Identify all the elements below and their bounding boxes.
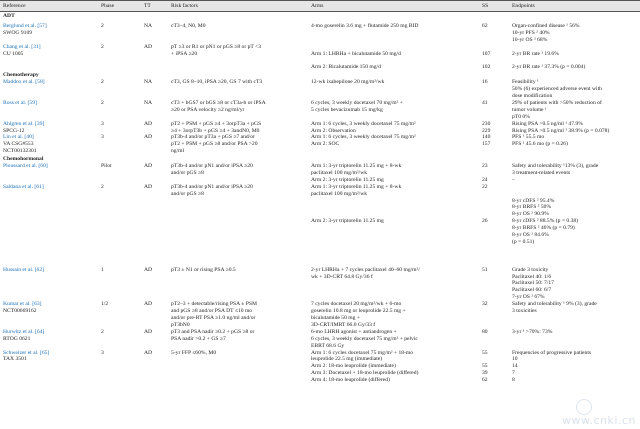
arms-cell xyxy=(308,79,479,100)
cell-line: Paclitaxel 50: 7/17 xyxy=(512,280,554,287)
cell-line xyxy=(482,356,506,363)
risk-factors-cell xyxy=(168,79,308,100)
arms-cell xyxy=(308,121,479,135)
cell-line xyxy=(482,246,506,253)
cell-line: 5 cycles bevacizumab 15 mg/kg xyxy=(311,106,383,113)
cell-line: Arm 1: LHRHa + bicalutamide 50 mg/d xyxy=(311,50,401,57)
phase-cell: 2 xyxy=(101,99,104,106)
cell-line: Arm 2: 3-yr triptorelin 11.25 mg xyxy=(311,218,384,225)
cell-line: 3 treatment-related events xyxy=(512,169,571,176)
cell-line[interactable]: Ross et al. [59] xyxy=(3,99,37,106)
reference-cell xyxy=(0,79,98,100)
section-row xyxy=(0,71,640,79)
phase-cell: 2 xyxy=(101,43,104,50)
cell-line: pT3bN0 xyxy=(171,321,190,328)
cell-line: pT3 and PSA nadir ≥0.2 + pGS ≥8 or xyxy=(171,328,255,335)
cell-line: pT2 + PSM + pGS ≥8 and/or PSA >20 xyxy=(171,141,258,148)
risk-factors-cell xyxy=(168,121,308,135)
reference-cell xyxy=(0,329,98,350)
arms-cell xyxy=(308,163,479,184)
endpoints-cell xyxy=(509,163,640,184)
cell-line[interactable]: Ploussard et al. [60] xyxy=(3,163,48,170)
cell-line: 8-yr BRFS ² 46% (p = 0.79) xyxy=(512,225,575,232)
cell-line: CU 1005 xyxy=(3,50,24,57)
table-row xyxy=(0,44,640,72)
phase-cell: 2 xyxy=(101,22,104,29)
ss-cell xyxy=(479,184,509,267)
ss-cell xyxy=(479,121,509,135)
cell-line: 62 xyxy=(482,22,488,29)
cell-line: pT2 + PSM + pGS ≥4 + 3orpT3a + pGS xyxy=(171,120,262,127)
cell-line: 10 xyxy=(512,356,518,363)
cell-line: 4-mo goserelin 3.6 mg + flutamide 250 mg BID xyxy=(311,22,419,29)
endpoints-cell xyxy=(509,79,640,100)
cell-line: pT3b-4 and/or pN1 and/or iPSA ≥20 xyxy=(171,183,253,190)
cell-line[interactable]: Hurwitz et al. [64] xyxy=(3,328,45,335)
cell-line: 8-yr OS ² 90.9% xyxy=(512,211,549,218)
ss-cell xyxy=(479,79,509,100)
risk-factors-cell xyxy=(168,163,308,184)
cell-line: Arm 4: 18-mo leuprolide (differed) xyxy=(311,377,390,384)
cell-line: 55 xyxy=(482,349,488,356)
cell-line: Arm 1: 3-yr triptorelin 11.25 mg + 8-wk xyxy=(311,163,402,170)
cell-line xyxy=(482,57,506,64)
cell-line: 41 xyxy=(482,99,488,106)
cell-line: 7-yr OS ² 67% xyxy=(512,294,545,301)
cell-line xyxy=(482,253,506,260)
cell-line: 157 xyxy=(482,141,491,148)
cell-line: 14 xyxy=(512,363,518,370)
cell-line xyxy=(512,191,637,198)
cell-line: 107 xyxy=(482,50,491,57)
cell-line: 24 xyxy=(482,176,488,183)
cell-line[interactable]: Kumar et al. [63] xyxy=(3,301,42,308)
tt-cell: AD xyxy=(144,328,153,335)
tt-cell: NA xyxy=(144,79,153,86)
cell-line: Feasibility ¹ xyxy=(512,79,539,86)
cell-line: ng/ml xyxy=(171,148,185,155)
cell-line: Frequencies of progressive patients xyxy=(512,349,592,356)
cell-line: pT ≥3 or R1 or pN1 or pGS ≥8 or pT <3 xyxy=(171,43,262,50)
cell-line: bicalutamide 50 mg + xyxy=(311,314,360,321)
cell-line: 230 xyxy=(482,120,491,127)
cell-line xyxy=(482,225,506,232)
reference-cell xyxy=(0,134,98,155)
cell-line: Rising PSA >0.5 ng/ml ¹ 47.9% xyxy=(512,120,583,127)
phase-cell: 2 xyxy=(101,79,104,86)
reference-cell xyxy=(0,20,98,44)
section-title: Chemotherapy xyxy=(3,72,39,79)
cell-line: ≥4 + 3orpT3b + pGS ≥4 + 3andN0, M0 xyxy=(171,127,260,134)
cell-line: cT3–4, N0, M0 xyxy=(171,22,206,29)
cell-line xyxy=(512,184,637,191)
risk-factors-cell xyxy=(168,134,308,155)
cell-line: VA CSG#553 xyxy=(3,141,34,148)
cell-line xyxy=(482,191,506,198)
ss-cell xyxy=(479,134,509,155)
tt-cell: AD xyxy=(144,301,153,308)
header-reference: Reference xyxy=(0,1,98,12)
cell-line: paclitaxel 100 mg/m²/wk xyxy=(311,169,368,176)
cell-line xyxy=(311,232,476,239)
reference-cell xyxy=(0,184,98,267)
cell-line: Arm 2: 3-yr triptorelin 11.25 mg xyxy=(311,176,384,183)
cell-line: Arm 2: 18-mo leuprolide (immediate) xyxy=(311,363,396,370)
cell-line: SWOG 9109 xyxy=(3,29,33,36)
cell-line: 10-yr OS ² 68% xyxy=(512,36,548,43)
cell-line xyxy=(482,170,506,177)
cell-line: Grade 3 toxicity xyxy=(512,266,549,273)
cell-line: Arm 1: 6 cycles docetaxel 75 mg/m² + 18-mo xyxy=(311,349,414,356)
cell-line: 2-yr BR rate ¹ 37.3% (p = 0.004) xyxy=(512,64,586,71)
arms-cell xyxy=(308,100,479,121)
cell-line xyxy=(482,204,506,211)
table-row xyxy=(0,301,640,329)
cell-line: Paclitaxel 60: 6/7 xyxy=(512,287,552,294)
cell-line xyxy=(311,198,476,205)
tt-cell: AD xyxy=(144,120,153,127)
watermark-logo xyxy=(576,399,592,415)
cell-line: Arm 2: Observation xyxy=(311,127,356,134)
cell-line: PFS ¹ 55.5 mo xyxy=(512,134,545,141)
watermark-text: www.cnki.cn xyxy=(562,414,636,427)
cell-line[interactable]: Schweizer et al. [65] xyxy=(3,349,50,356)
cell-line[interactable]: Maddox et al. [58] xyxy=(3,79,45,86)
cell-line xyxy=(482,260,506,267)
endpoints-cell xyxy=(509,100,640,121)
tt-cell: NA xyxy=(144,22,153,29)
reference-cell xyxy=(0,267,98,302)
cell-line: ≥20 or PSA velocity ≥2 ng/ml/yr xyxy=(171,106,245,113)
cell-line xyxy=(311,260,476,267)
header-arms: Arms xyxy=(308,1,479,12)
cell-line xyxy=(311,225,476,232)
endpoints-cell xyxy=(509,44,640,72)
risk-factors-cell xyxy=(168,329,308,350)
endpoints-cell xyxy=(509,184,640,267)
table-header xyxy=(0,1,640,12)
risk-factors-cell xyxy=(168,44,308,72)
cell-line: 8-yr BRFS ² 50% xyxy=(512,204,552,211)
cell-line: tumor volume ¹ xyxy=(512,106,547,113)
tt-cell: AD xyxy=(144,43,153,50)
cell-line: and/or pGS ≥8 xyxy=(171,169,204,176)
table-row xyxy=(0,20,640,44)
tt-cell: AD xyxy=(144,266,153,273)
cell-line: Arm 1: 6 cycles, 3 weekly docetaxel 75 mg/m² xyxy=(311,134,416,141)
cell-line: 55 xyxy=(482,363,488,370)
section-title: Chemohormonal xyxy=(3,156,44,163)
risk-factors-cell xyxy=(168,267,308,302)
cell-line: 2-yr LHRHa + 7 cycles paclitaxel 40–60 mg/m²/ xyxy=(311,266,420,273)
cell-line: (p = 0.51) xyxy=(512,239,535,245)
header-risk-factors: Risk factors xyxy=(168,1,308,12)
cell-line: 3 toxicities xyxy=(512,308,537,315)
cell-line: Safety and tolerability ¹ 9% (3), grade xyxy=(512,301,597,308)
phase-cell: 1 xyxy=(101,266,104,273)
ss-cell xyxy=(479,350,509,385)
cell-line: – xyxy=(512,176,515,183)
phase-cell: 3 xyxy=(101,349,104,356)
risk-factors-cell xyxy=(168,184,308,267)
ss-cell xyxy=(479,301,509,329)
endpoints-cell xyxy=(509,301,640,329)
cell-line: 102 xyxy=(482,64,491,71)
cell-line: NCT00669162 xyxy=(3,308,37,315)
cell-line: paclitaxel 100 mg/m²/wk xyxy=(311,190,368,197)
phase-cell: Pilot xyxy=(101,163,112,170)
cell-line: 23 xyxy=(482,163,488,170)
cell-line: 39 xyxy=(482,370,488,377)
cell-line: dose modification xyxy=(512,92,553,99)
reference-cell xyxy=(0,301,98,329)
cell-line: cT3, GS 8–10, iPSA ≥20, GS 7 with cT3 xyxy=(171,79,263,86)
cell-line: 8-yr cDFS ² 88.5% (p = 0.38) xyxy=(512,218,579,225)
header-endpoints: Endpoints xyxy=(509,1,640,12)
cell-line: 229 xyxy=(482,127,491,134)
cell-line: 10-yr PFS ² 40% xyxy=(512,29,550,36)
endpoints-cell xyxy=(509,267,640,302)
cell-line: RTOG 0621 xyxy=(3,335,31,342)
reference-cell xyxy=(0,100,98,121)
ss-cell xyxy=(479,329,509,350)
endpoints-cell xyxy=(509,20,640,44)
header-ss: SS xyxy=(479,1,509,12)
cell-line: NCT00132301 xyxy=(3,148,37,155)
arms-cell xyxy=(308,267,479,302)
cell-line xyxy=(311,211,476,218)
cell-line: 7 cycles docetaxel 20 mg/m²/wk + 6-mo xyxy=(311,301,402,308)
cell-line xyxy=(311,239,476,246)
cell-line: Paclitaxel 40: 1/6 xyxy=(512,273,552,280)
cell-line: EBRT 68.6 Gy xyxy=(311,342,345,349)
cell-line: 6 cycles, 3 weekly docetaxel 75 mg/m² + pelvic xyxy=(311,335,418,342)
cell-line[interactable]: Chang et al. [31] xyxy=(3,43,41,50)
cell-line xyxy=(482,232,506,239)
cell-line[interactable]: Ahlgren et al. [39] xyxy=(3,120,45,127)
section-title: ADT xyxy=(3,13,15,19)
table-row xyxy=(0,350,640,385)
cell-line: TAX 3501 xyxy=(3,356,27,363)
cell-line xyxy=(482,239,506,246)
table-row xyxy=(0,134,640,155)
cell-line: 62 xyxy=(482,377,488,384)
cell-line: 29% of patients with >50% reduction of xyxy=(512,99,602,106)
cell-line: 3D-CRT/IMRT 66.0 Gy/33 f xyxy=(311,321,376,328)
cell-line: 56% (6) experienced adverse event with xyxy=(512,86,602,93)
table-body xyxy=(0,12,640,385)
cell-line: pT2–3 + detectable/rising PSA ± PSM xyxy=(171,301,257,308)
cell-line: 5-yr FFP ≤60%, M0 xyxy=(171,349,217,356)
cell-line: pT3b-4 and/or pN1 and/or iPSA ≥20 xyxy=(171,163,253,170)
cell-line: Organ-confined disease ¹ 56% xyxy=(512,22,580,29)
arms-cell xyxy=(308,350,479,385)
reference-cell xyxy=(0,121,98,135)
cell-line: 8-yr cDFS ² 95.4% xyxy=(512,197,555,204)
risk-factors-cell xyxy=(168,301,308,329)
risk-factors-cell xyxy=(168,100,308,121)
cell-line: 7 xyxy=(512,370,515,377)
cell-line: leuprolide 22.5 mg (immediate) xyxy=(311,356,383,363)
cell-line: Arm 1: 3-yr triptorelin 11.25 mg + 8-wk xyxy=(311,183,402,190)
cell-line: 51 xyxy=(482,266,488,273)
cell-line: 22 xyxy=(482,183,488,190)
cell-line[interactable]: Lin et al. [40] xyxy=(3,134,34,141)
arms-cell xyxy=(308,301,479,329)
cell-line[interactable]: Hussain et al. [62] xyxy=(3,266,45,273)
reference-cell xyxy=(0,44,98,72)
cell-line: PSA nadir >0.2 + GS ≥7 xyxy=(171,335,226,342)
cell-line: 2-yr BR rate ¹ 19.6% xyxy=(512,50,559,57)
cell-line: 6 cycles, 3 weekly docetaxel 70 mg/m² + xyxy=(311,99,403,106)
cell-line: 6-mo LHRH agonist + antiandrogen + xyxy=(311,328,397,335)
table-row xyxy=(0,79,640,100)
cell-line: cT3 + bGS7 or bGS ≥8 or cT3a-b or iPSA xyxy=(171,99,266,106)
cell-line: 8-yr OS ² 84.6% xyxy=(512,232,549,239)
reference-cell xyxy=(0,163,98,184)
cell-line xyxy=(311,246,476,253)
endpoints-cell xyxy=(509,350,640,385)
phase-cell: 1/2 xyxy=(101,301,109,308)
cell-line: and/or pre-RT PSA ≥1.0 ng/ml and/or xyxy=(171,314,256,321)
endpoints-cell xyxy=(509,329,640,350)
tt-cell: AD xyxy=(144,349,153,356)
arms-cell xyxy=(308,329,479,350)
cell-line: pT3b-4 and/or pT3a + pGS ≥7 and/or xyxy=(171,134,255,141)
table-row xyxy=(0,163,640,184)
arms-cell xyxy=(308,184,479,267)
table-row xyxy=(0,121,640,135)
cell-line: 3-yr ¹ >70%: 73% xyxy=(512,328,553,335)
phase-cell: 2 xyxy=(101,183,104,190)
tt-cell: AD xyxy=(144,134,153,141)
cell-line: pT0 0% xyxy=(512,113,530,120)
risk-factors-cell xyxy=(168,20,308,44)
tt-cell: AD xyxy=(144,183,153,190)
cell-line: pT3 ± N1 or rising PSA ≥0.5 xyxy=(171,266,236,273)
cell-line: Arm 2: SOC xyxy=(311,141,340,148)
tt-cell: AD xyxy=(144,163,153,170)
cell-line: 140 xyxy=(482,134,491,141)
cell-line xyxy=(311,253,476,260)
cell-line xyxy=(311,57,476,64)
cell-line: Rising PSA >0.5 ng/ml ¹ 38.9% (p = 0.078) xyxy=(512,127,610,134)
section-row xyxy=(0,155,640,163)
cell-line: 8 xyxy=(512,377,515,384)
arms-cell xyxy=(308,20,479,44)
section-row xyxy=(0,12,640,20)
arms-cell xyxy=(308,44,479,72)
tt-cell: NA xyxy=(144,99,153,106)
endpoints-cell xyxy=(509,121,640,135)
cell-line[interactable]: Berglund et al. [57] xyxy=(3,22,47,29)
table-row xyxy=(0,267,640,302)
ss-cell xyxy=(479,267,509,302)
cell-line: 26 xyxy=(482,218,488,225)
table-row xyxy=(0,184,640,267)
cell-line: Safety and tolerability ¹13% (3), grade xyxy=(512,163,599,170)
cell-line: Arm 1: 6 cycles, 3 weekly docetaxel 75 mg/m² xyxy=(311,120,416,127)
cell-line xyxy=(311,204,476,211)
cell-line xyxy=(311,44,476,51)
risk-factors-cell xyxy=(168,350,308,385)
phase-cell: 2 xyxy=(101,328,104,335)
table-row xyxy=(0,100,640,121)
ss-cell xyxy=(479,100,509,121)
ss-cell xyxy=(479,20,509,44)
cell-line[interactable]: Saldana et al. [61] xyxy=(3,183,44,190)
arms-cell xyxy=(308,134,479,155)
cell-line xyxy=(512,44,637,51)
cell-line: and pGS ≥8 and/or PSA DT ≤10 mo xyxy=(171,308,253,315)
phase-cell: 3 xyxy=(101,134,104,141)
reference-cell xyxy=(0,350,98,385)
ss-cell xyxy=(479,44,509,72)
cell-line xyxy=(482,198,506,205)
cell-line: Arm 2: Bicalutamide 150 mg/d xyxy=(311,64,381,71)
cell-line xyxy=(482,211,506,218)
cell-line: 16 xyxy=(482,79,488,86)
cell-line: 32 xyxy=(482,301,488,308)
cell-line: and/or pGS ≥8 xyxy=(171,190,204,197)
table-row xyxy=(0,329,640,350)
cell-line: 12-wk ixabepilone 20 mg/m²/wk xyxy=(311,79,385,86)
cell-line: SPCG-12 xyxy=(3,127,25,134)
cell-line: Arm 3: Docetaxel + 18-mo leuprolide (differed) xyxy=(311,370,419,377)
cell-line xyxy=(482,44,506,51)
header-tt: TT xyxy=(141,1,168,12)
cell-line: wk + 3D-CRT 64.8 Gy/36 f xyxy=(311,273,373,280)
phase-cell: 3 xyxy=(101,120,104,127)
cell-line: PFS ¹ 45.6 mo (p = 0.26) xyxy=(512,141,568,148)
cell-line: + iPSA ≥20 xyxy=(171,50,198,57)
cell-line: goserelin 10.8 mg or leuprolide 22.5 mg + xyxy=(311,308,406,315)
cell-line: 80 xyxy=(482,328,488,335)
header-phase: Phase xyxy=(98,1,141,12)
ss-cell xyxy=(479,163,509,184)
endpoints-cell xyxy=(509,134,640,155)
